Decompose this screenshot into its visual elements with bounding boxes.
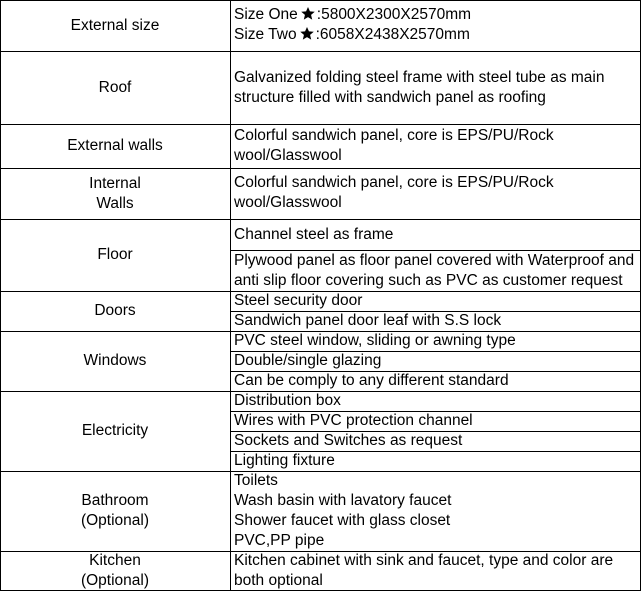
value-cell bbox=[234, 391, 641, 411]
value-line: Colorful sandwich panel, core is EPS/PU/Rock bbox=[234, 127, 554, 144]
row-label bbox=[0, 331, 230, 391]
value-line: wool/Glasswool bbox=[234, 147, 342, 164]
value-cell bbox=[234, 126, 641, 166]
row-label bbox=[0, 124, 230, 168]
value-line: Channel steel as frame bbox=[234, 226, 394, 243]
value-line: Can be comply to any different standard bbox=[234, 372, 509, 389]
row-divider bbox=[0, 0, 641, 1]
row-label bbox=[0, 0, 230, 51]
value-line: wool/Glasswool bbox=[234, 194, 342, 211]
value-line: both optional bbox=[234, 572, 323, 589]
value-line: Kitchen cabinet with sink and faucet, type and color are bbox=[234, 552, 614, 569]
table-row-bathroom bbox=[0, 471, 641, 551]
row-divider bbox=[0, 168, 641, 169]
value-cell bbox=[234, 251, 641, 291]
value-cell bbox=[234, 291, 641, 311]
row-label-text: Windows bbox=[83, 352, 147, 369]
row-divider bbox=[0, 391, 641, 392]
value-line: Sockets and Switches as request bbox=[234, 432, 463, 449]
value-line: Distribution box bbox=[234, 392, 341, 409]
row-divider bbox=[0, 219, 641, 220]
row-label bbox=[0, 219, 230, 291]
value-line: anti slip floor covering such as PVC as customer request bbox=[234, 272, 623, 289]
cell-divider bbox=[231, 451, 641, 452]
table-border bbox=[0, 0, 1, 591]
row-label bbox=[0, 291, 230, 331]
value-line: Steel security door bbox=[234, 292, 363, 309]
row-label-text: Electricity bbox=[81, 422, 149, 439]
row-divider bbox=[0, 124, 641, 125]
row-label bbox=[0, 168, 230, 219]
value-cell bbox=[234, 411, 641, 431]
row-label bbox=[0, 551, 230, 591]
size-two-value: :6058X2438X2570mm bbox=[315, 26, 470, 43]
value-cell bbox=[234, 331, 641, 351]
value-line: PVC steel window, sliding or awning type bbox=[234, 332, 516, 349]
star-icon bbox=[299, 26, 315, 41]
size-two-label: Size Two bbox=[234, 26, 297, 43]
cell-divider bbox=[231, 250, 641, 251]
value-line: Wash basin with lavatory faucet bbox=[234, 492, 452, 509]
value-line: Lighting fixture bbox=[234, 452, 335, 469]
cell-divider bbox=[231, 371, 641, 372]
value-cell bbox=[234, 173, 641, 213]
table-row-windows bbox=[0, 331, 641, 391]
table-row-internal-walls bbox=[0, 168, 641, 219]
row-label-text: Internal Walls bbox=[89, 174, 141, 212]
column-divider bbox=[230, 0, 231, 591]
row-label-text: External size bbox=[70, 16, 160, 34]
value-cell bbox=[234, 68, 641, 108]
row-label bbox=[0, 471, 230, 551]
row-divider bbox=[0, 291, 641, 292]
value-cell bbox=[234, 471, 641, 551]
value-line: Double/single glazing bbox=[234, 352, 382, 369]
value-line: Shower faucet with glass closet bbox=[234, 512, 451, 529]
row-label-text: Doors bbox=[94, 302, 136, 319]
table-row-external-walls bbox=[0, 124, 641, 168]
table-row-floor bbox=[0, 219, 641, 291]
cell-divider bbox=[231, 311, 641, 312]
value-line: Sandwich panel door leaf with S.S lock bbox=[234, 312, 502, 329]
row-divider bbox=[0, 551, 641, 552]
row-label bbox=[0, 391, 230, 471]
value-line: Galvanized folding steel frame with steel tube as main bbox=[234, 69, 605, 86]
value-line: PVC,PP pipe bbox=[234, 532, 325, 549]
size-one-label: Size One bbox=[234, 6, 298, 23]
value-line bbox=[234, 25, 641, 45]
value-cell bbox=[234, 225, 641, 245]
value-cell bbox=[234, 311, 641, 331]
table-row-roof bbox=[0, 51, 641, 124]
row-label-text: Kitchen (Optional) bbox=[80, 552, 150, 589]
cell-divider bbox=[231, 351, 641, 352]
value-line: structure filled with sandwich panel as roofing bbox=[234, 89, 546, 106]
value-line bbox=[234, 5, 641, 25]
value-line: Colorful sandwich panel, core is EPS/PU/Rock bbox=[234, 174, 554, 191]
size-one-value: :5800X2300X2570mm bbox=[316, 6, 472, 23]
row-label-text: Floor bbox=[97, 246, 133, 263]
value-cell bbox=[234, 371, 641, 391]
value-line: Plywood panel as floor panel covered with Waterproof and bbox=[234, 252, 635, 269]
cell-divider bbox=[231, 431, 641, 432]
value-cell bbox=[234, 351, 641, 371]
value-cell bbox=[234, 5, 641, 45]
row-label-text: External walls bbox=[67, 137, 163, 154]
row-label-text: Bathroom (Optional) bbox=[80, 492, 150, 529]
row-divider bbox=[0, 471, 641, 472]
value-cell bbox=[234, 551, 641, 591]
value-cell bbox=[234, 431, 641, 451]
cell-divider bbox=[231, 411, 641, 412]
row-divider bbox=[0, 51, 641, 52]
table-row-kitchen bbox=[0, 551, 641, 591]
star-icon bbox=[300, 6, 316, 21]
value-cell bbox=[234, 451, 641, 471]
row-divider bbox=[0, 331, 641, 332]
table-row-external-size bbox=[0, 0, 641, 51]
value-line: Toilets bbox=[234, 472, 278, 489]
value-line: Wires with PVC protection channel bbox=[234, 412, 473, 429]
row-label bbox=[0, 51, 230, 124]
row-label-text: Roof bbox=[98, 78, 132, 96]
